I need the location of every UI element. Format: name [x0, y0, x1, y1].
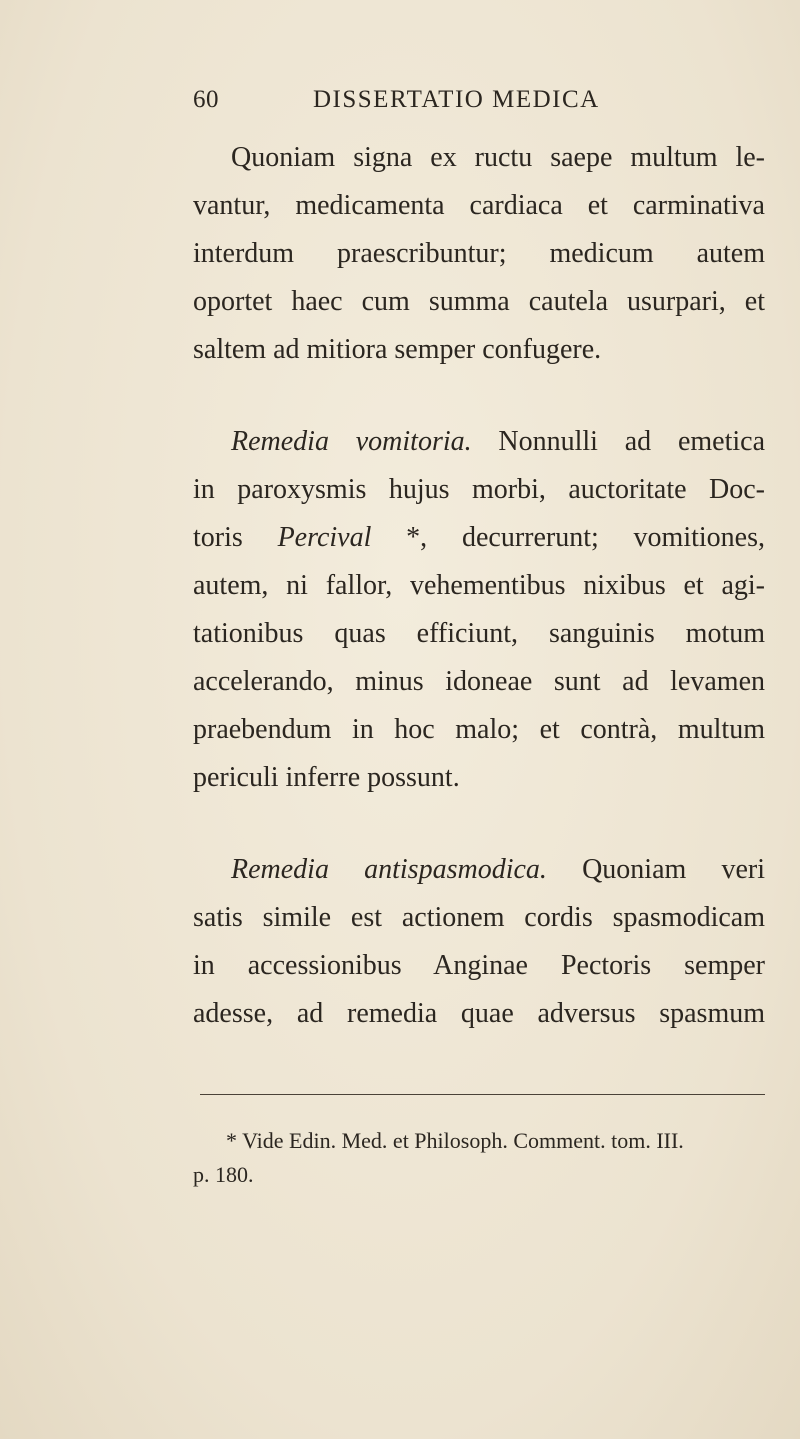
text-line: autem, ni fallor, vehementibus nixibus et agi-	[193, 570, 765, 601]
paragraph-gap	[193, 374, 765, 418]
text-line: adesse, ad remedia quae adversus spasmum	[193, 998, 765, 1029]
text-line: periculi inferre possunt.	[193, 762, 460, 793]
running-head: DISSERTATIO MEDICA	[313, 86, 600, 113]
text-line: accelerando, minus idoneae sunt ad levamen	[193, 666, 765, 697]
section-lead-antispasmodica: Remedia antispasmodica.	[231, 854, 547, 885]
paragraph-gap	[193, 802, 765, 846]
footnote-rule	[200, 1094, 765, 1095]
text-line: in accessionibus Anginae Pectoris semper	[193, 950, 765, 981]
body-text	[193, 134, 765, 1038]
text-line: in paroxysmis hujus morbi, auctoritate Doc-	[193, 474, 765, 505]
text-line: oportet haec cum summa cautela usurpari, et	[193, 286, 765, 317]
text-line: praebendum in hoc malo; et contrà, multum	[193, 714, 765, 745]
footnote-line: * Vide Edin. Med. et Philosoph. Comment. tom. III.	[226, 1128, 684, 1153]
line-pre: toris	[193, 522, 278, 553]
text-line	[193, 418, 765, 466]
text-line: interdum praescribuntur; medicum autem	[193, 238, 765, 269]
lead-rest: Quoniam veri	[546, 854, 765, 885]
text-line: Quoniam signa ex ructu saepe multum le-	[231, 142, 765, 173]
lead-rest: Nonnulli ad emetica	[471, 426, 765, 457]
text-line	[193, 514, 765, 562]
page-header	[193, 86, 753, 122]
page-number: 60	[193, 86, 219, 113]
text-line: tationibus quas efficiunt, sanguinis motum	[193, 618, 765, 649]
text-line: satis simile est actionem cordis spasmodicam	[193, 902, 765, 933]
line-post: *, decurrerunt; vomitiones,	[371, 522, 766, 553]
footnote-line: p. 180.	[193, 1162, 254, 1187]
text-line: vantur, medicamenta cardiaca et carminativa	[193, 190, 765, 221]
footnote	[193, 1124, 765, 1192]
text-line	[193, 846, 765, 894]
section-lead-vomitoria: Remedia vomitoria.	[231, 426, 472, 457]
author-name-percival: Percival	[277, 522, 372, 553]
text-line: saltem ad mitiora semper confugere.	[193, 334, 602, 365]
